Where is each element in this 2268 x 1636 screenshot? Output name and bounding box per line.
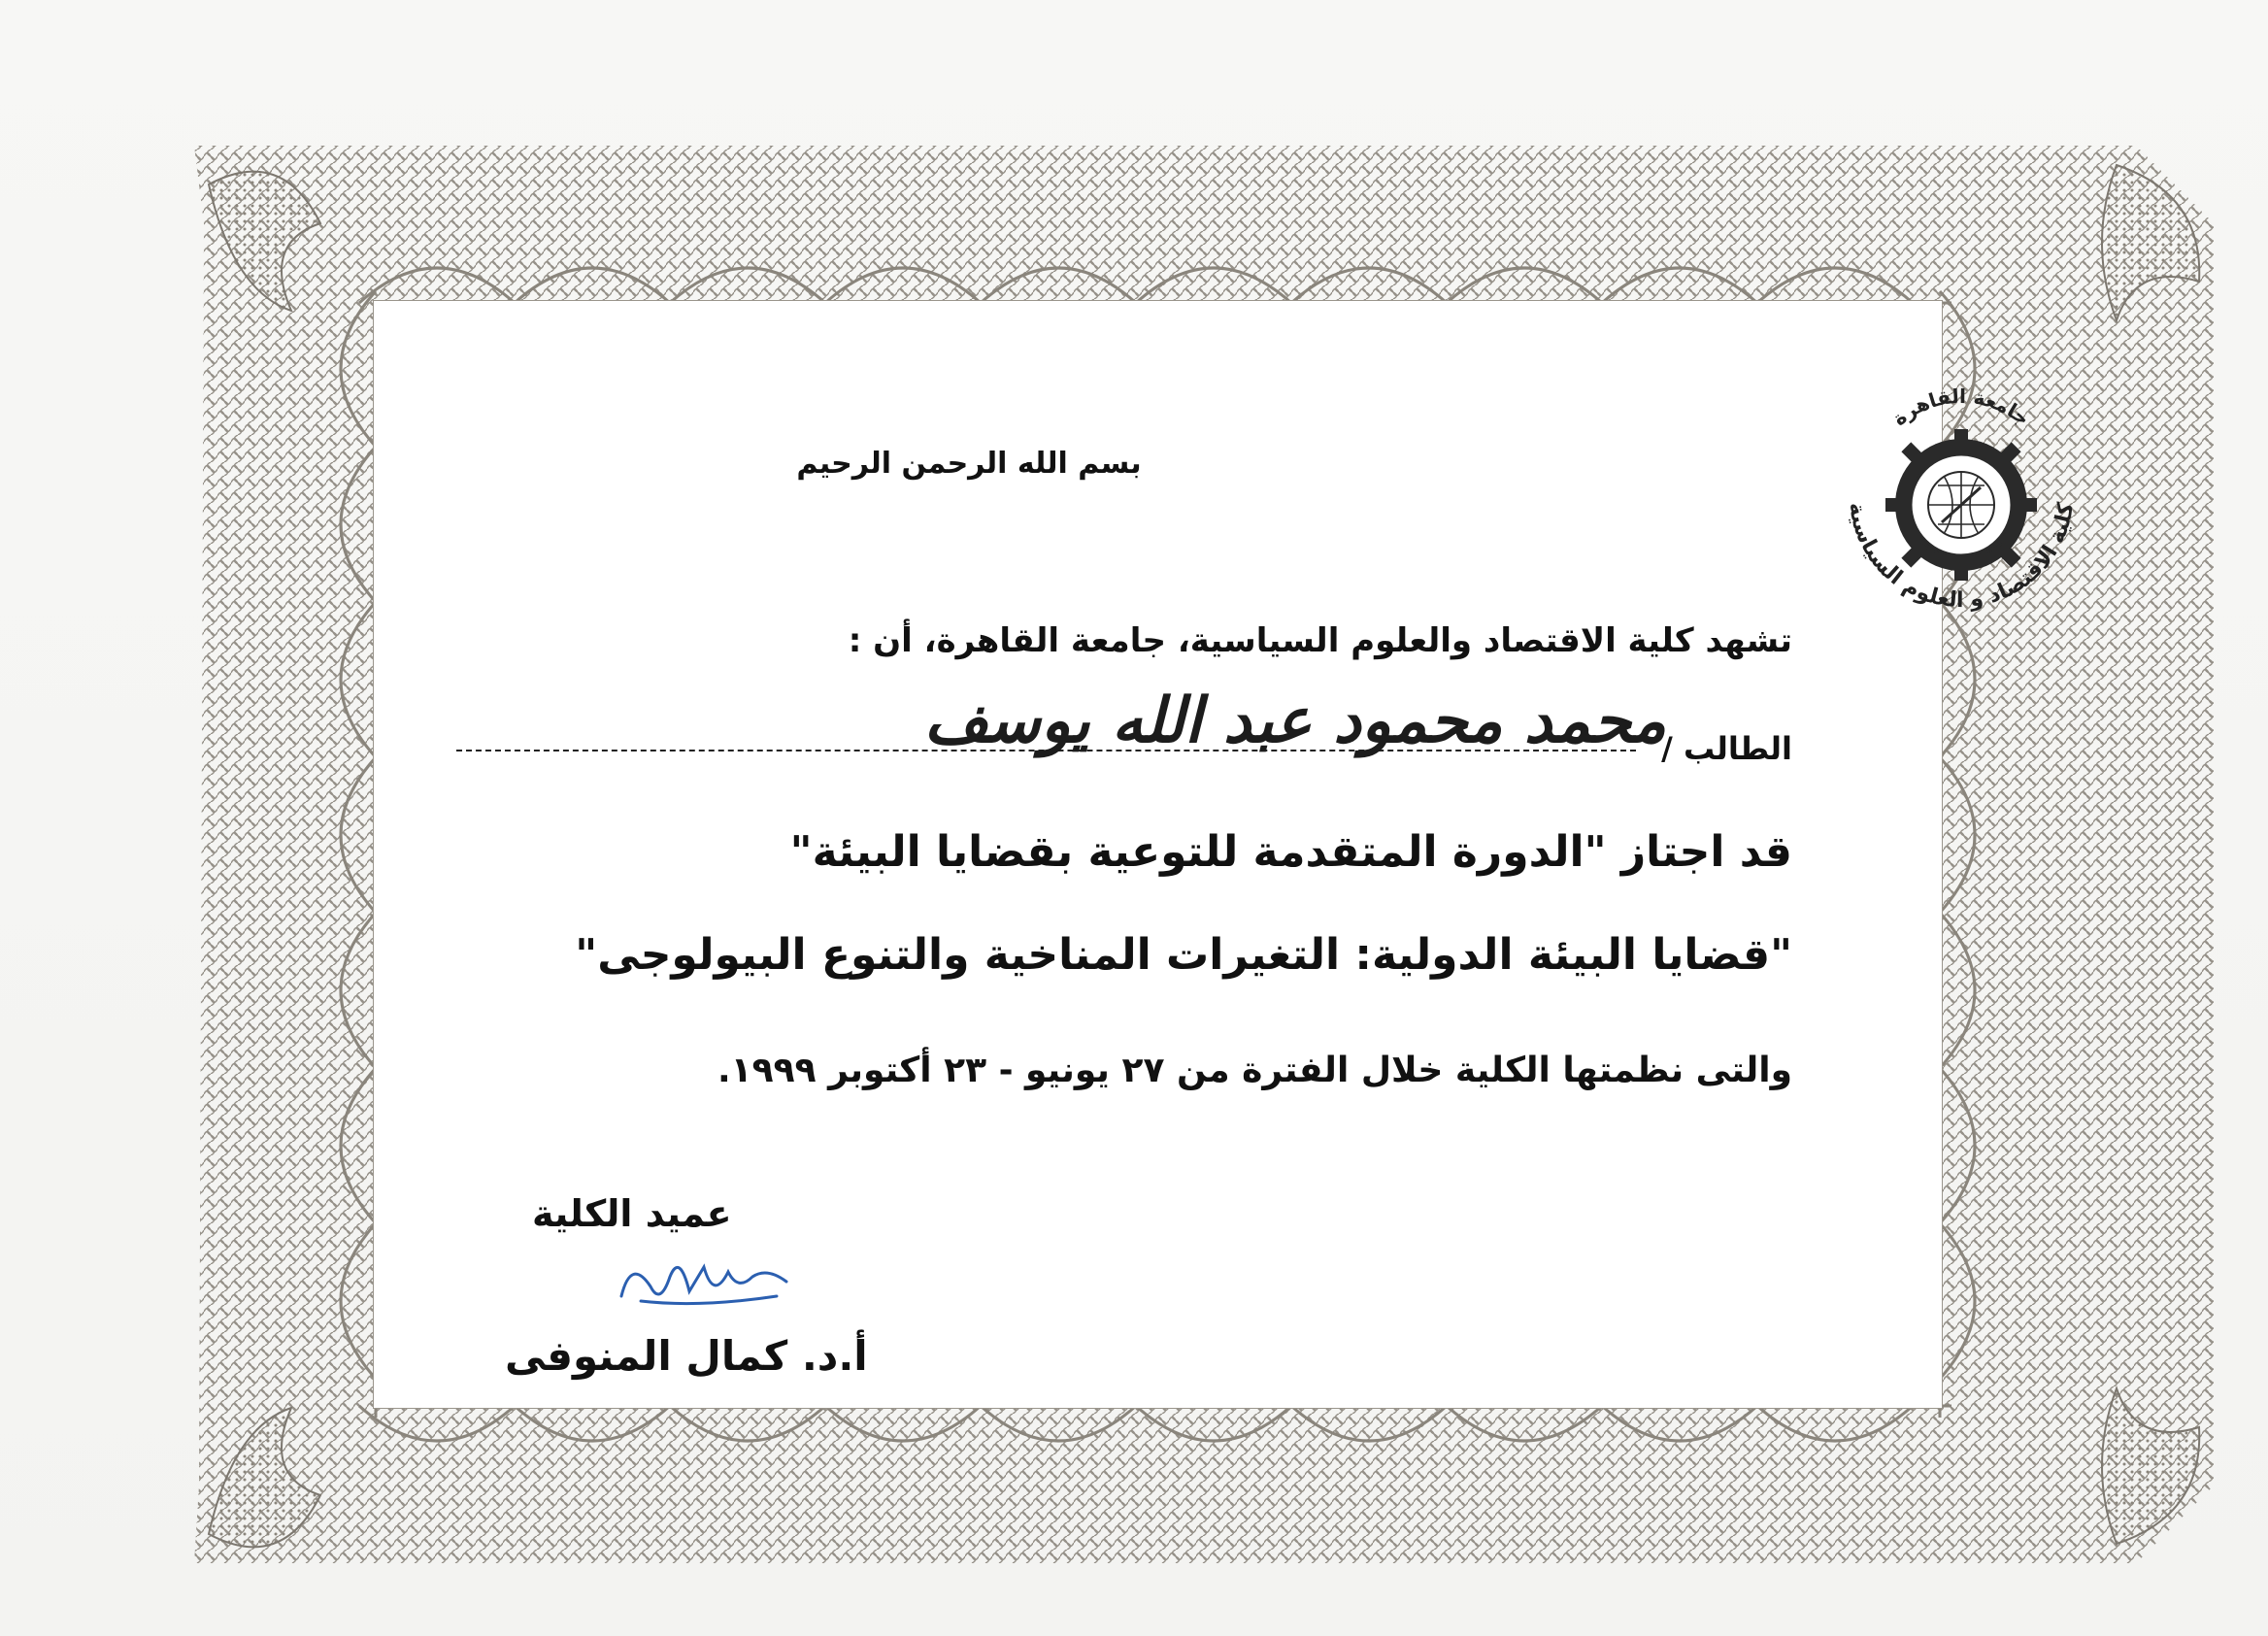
certificate-intro: تشهد كلية الاقتصاد والعلوم السياسية، جامعة القاهرة، أن : xyxy=(848,621,1792,660)
dean-title: عميد الكلية xyxy=(532,1192,732,1235)
dean-name: أ.د. كمال المنوفى xyxy=(505,1332,868,1380)
course-line: قد اجتاز "الدورة المتقدمة للتوعية بقضايا البيئة" xyxy=(789,827,1792,877)
basmala: بسم الله الرحمن الرحيم xyxy=(796,447,1142,481)
svg-text:جامعة القاهرة: جامعة القاهرة xyxy=(1887,384,2035,431)
student-name-handwritten: محمد محمود عبد الله يوسف xyxy=(923,684,1666,757)
cairo-university-logo xyxy=(1816,350,2107,641)
course-subtitle: "قضايا البيئة الدولية: التغيرات المناخية والتنوع البيولوجى" xyxy=(575,930,1792,980)
dean-signature xyxy=(612,1248,796,1316)
course-period: والتى نظمتها الكلية خلال الفترة من ٢٧ يونيو - ٢٣ أكتوبر ١٩٩٩. xyxy=(717,1051,1792,1090)
svg-text:كلية الاقتصاد و العلوم السياسي: كلية الاقتصاد و العلوم السياسية xyxy=(1844,501,2079,614)
student-label: الطالب / xyxy=(1661,730,1792,767)
